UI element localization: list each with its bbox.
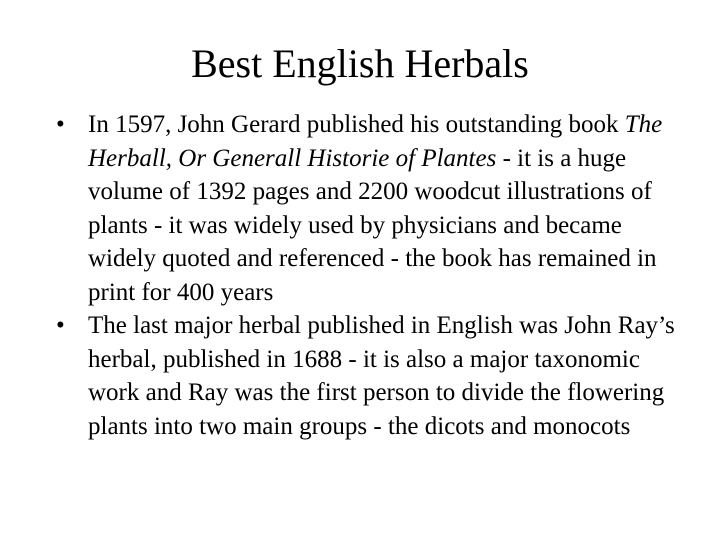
bullet-text-part: - it is a huge volume of 1392 pages and 2200 woodcut illustrations of plants - it was widely used by physicians and became widely quoted and referenced - the book has remained in print for 400 years bbox=[88, 144, 657, 306]
bullet-text bbox=[88, 111, 662, 306]
bullet-text: The last major herbal published in English was John Ray’s herbal, published in 1688 - it is also a major taxonomic work and Ray was the first person to divide the flowering plants into two main groups - the dicots and monocots bbox=[88, 312, 675, 440]
bullet-list bbox=[56, 108, 676, 443]
bullet-icon: • bbox=[56, 111, 65, 138]
slide-title: Best English Herbals bbox=[191, 41, 529, 86]
bullet-item-gerard bbox=[56, 108, 676, 309]
bullet-icon: • bbox=[56, 312, 65, 339]
book-title: The Herball, Or Generall Historie of Plantes bbox=[88, 111, 663, 172]
bullet-text-part: In 1597, John Gerard published his outstanding book bbox=[88, 111, 625, 138]
bullet-item-ray bbox=[56, 309, 676, 443]
